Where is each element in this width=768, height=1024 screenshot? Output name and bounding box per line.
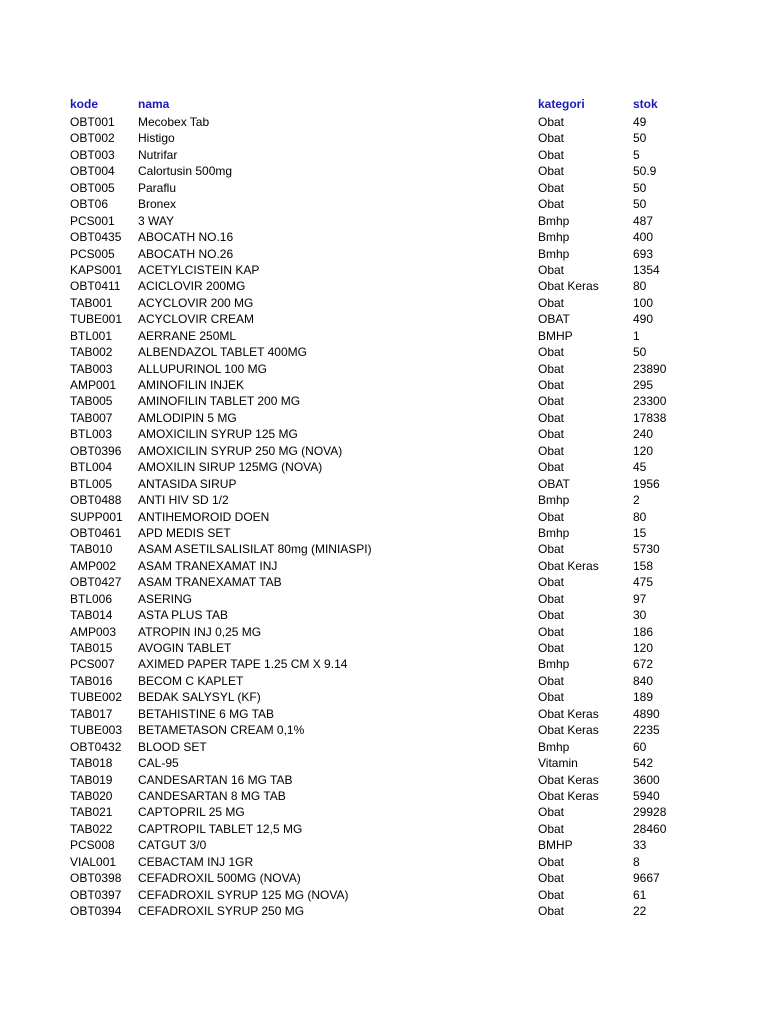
table-row	[70, 229, 710, 245]
table-row	[70, 443, 710, 459]
cell-stok: 1	[633, 328, 640, 343]
cell-nama: BLOOD SET	[138, 739, 207, 754]
cell-kode: OBT0432	[70, 739, 122, 754]
cell-nama: CAPTOPRIL 25 MG	[138, 805, 245, 820]
cell-nama: BETAMETASON CREAM 0,1%	[138, 723, 305, 738]
table-row	[70, 246, 710, 262]
table-row	[70, 755, 710, 771]
cell-stok: 50	[633, 197, 647, 212]
cell-kode: TUBE002	[70, 690, 123, 705]
table-row	[70, 541, 710, 557]
cell-kode: OBT0461	[70, 525, 122, 540]
cell-nama: AMLODIPIN 5 MG	[138, 410, 237, 425]
cell-kategori: Obat	[538, 164, 565, 179]
table-header	[70, 95, 710, 114]
cell-kode: OBT005	[70, 180, 115, 195]
cell-kode: BTL003	[70, 427, 113, 442]
cell-kategori: Obat	[538, 378, 565, 392]
table-row	[70, 130, 710, 146]
cell-nama: Histigo	[138, 131, 175, 146]
cell-nama: AVOGIN TABLET	[138, 641, 232, 655]
table-row	[70, 328, 710, 344]
cell-nama: ANTIHEMOROID DOEN	[138, 509, 270, 524]
header-kategori: kategori	[538, 97, 585, 111]
cell-kategori: Obat	[538, 131, 565, 146]
cell-stok: 23890	[633, 361, 667, 376]
cell-kategori: Obat	[538, 624, 565, 639]
cell-stok: 80	[633, 279, 647, 294]
cell-nama: ACYCLOVIR 200 MG	[138, 295, 254, 310]
cell-kategori: Obat	[538, 147, 565, 162]
cell-nama: APD MEDIS SET	[138, 525, 231, 540]
cell-kategori: Obat	[538, 608, 565, 623]
table-row	[70, 525, 710, 541]
cell-stok: 30	[633, 608, 647, 623]
cell-nama: ACICLOVIR 200MG	[138, 279, 246, 294]
cell-kode: PCS008	[70, 838, 115, 853]
cell-kategori: Obat	[538, 197, 565, 212]
table-row	[70, 361, 710, 377]
cell-kategori: Obat Keras	[538, 723, 599, 738]
cell-stok: 80	[633, 509, 647, 524]
cell-kategori: Obat	[538, 460, 565, 475]
cell-nama: ANTASIDA SIRUP	[138, 476, 237, 491]
table-row	[70, 213, 710, 229]
cell-kode: TAB015	[70, 641, 113, 655]
cell-nama: ALLUPURINOL 100 MG	[138, 361, 267, 376]
cell-nama: AERRANE 250ML	[138, 328, 237, 343]
cell-kode: TUBE001	[70, 312, 123, 327]
cell-kategori: Obat	[538, 641, 565, 655]
cell-kode: TUBE003	[70, 723, 123, 738]
cell-kode: KAPS001	[70, 262, 123, 277]
cell-nama: ANTI HIV SD 1/2	[138, 493, 229, 508]
table-row	[70, 673, 710, 689]
cell-kategori: Obat	[538, 394, 565, 409]
table-row	[70, 509, 710, 525]
cell-nama: ALBENDAZOL TABLET 400MG	[138, 345, 307, 360]
stock-table	[70, 95, 710, 919]
cell-stok: 2235	[633, 723, 660, 738]
header-nama: nama	[138, 97, 170, 111]
cell-stok: 189	[633, 690, 654, 705]
cell-kode: OBT0411	[70, 279, 121, 294]
table-row	[70, 788, 710, 804]
cell-kode: OBT0396	[70, 443, 122, 458]
cell-kategori: Obat	[538, 427, 565, 442]
cell-kode: TAB010	[70, 542, 113, 557]
cell-stok: 61	[633, 887, 647, 902]
table-row	[70, 262, 710, 278]
cell-kode: OBT0435	[70, 230, 122, 245]
cell-stok: 5940	[633, 788, 660, 803]
cell-kategori: OBAT	[538, 312, 570, 327]
cell-kategori: Obat	[538, 854, 565, 869]
cell-kode: TAB017	[70, 706, 113, 721]
cell-kategori: Bmhp	[538, 213, 570, 228]
cell-kode: AMP003	[70, 624, 117, 639]
cell-stok: 8	[633, 854, 640, 869]
cell-kode: TAB007	[70, 410, 113, 425]
cell-nama: ASAM TRANEXAMAT TAB	[138, 575, 282, 590]
cell-stok: 3600	[633, 772, 660, 787]
cell-kode: OBT002	[70, 131, 115, 146]
cell-kategori: Bmhp	[538, 230, 570, 245]
cell-nama: CAPTROPIL TABLET 12,5 MG	[138, 821, 303, 836]
cell-kode: TAB022	[70, 821, 113, 836]
cell-stok: 45	[633, 460, 647, 475]
table-row	[70, 344, 710, 360]
cell-kategori: BMHP	[538, 328, 573, 343]
cell-nama: CAL-95	[138, 756, 179, 771]
cell-nama: ABOCATH NO.16	[138, 230, 234, 245]
cell-stok: 28460	[633, 821, 667, 836]
cell-nama: ASERING	[138, 591, 193, 606]
cell-stok: 23300	[633, 394, 667, 409]
cell-kategori: Obat	[538, 361, 565, 376]
cell-stok: 186	[633, 624, 654, 639]
cell-kode: BTL005	[70, 476, 113, 491]
cell-kategori: Obat	[538, 904, 565, 918]
table-row	[70, 196, 710, 212]
header-stok: stok	[633, 97, 658, 111]
cell-nama: CANDESARTAN 16 MG TAB	[138, 772, 293, 787]
cell-nama: CEBACTAM INJ 1GR	[138, 854, 254, 869]
cell-stok: 22	[633, 904, 647, 918]
cell-nama: AMOXICILIN SYRUP 250 MG (NOVA)	[138, 443, 343, 458]
table-row	[70, 311, 710, 327]
table-row	[70, 558, 710, 574]
cell-stok: 60	[633, 739, 647, 754]
cell-kategori: Bmhp	[538, 246, 570, 261]
cell-stok: 1354	[633, 262, 660, 277]
cell-kode: TAB001	[70, 295, 113, 310]
cell-kategori: Bmhp	[538, 525, 570, 540]
cell-nama: ABOCATH NO.26	[138, 246, 234, 261]
cell-stok: 17838	[633, 410, 667, 425]
cell-stok: 15	[633, 525, 647, 540]
cell-kode: VIAL001	[70, 854, 117, 869]
cell-stok: 158	[633, 558, 654, 573]
table-row	[70, 459, 710, 475]
cell-nama: Paraflu	[138, 180, 177, 195]
cell-nama: CEFADROXIL SYRUP 250 MG	[138, 904, 305, 918]
cell-nama: AMINOFILIN TABLET 200 MG	[138, 394, 301, 409]
cell-stok: 50	[633, 131, 647, 146]
cell-stok: 49	[633, 115, 647, 129]
cell-kategori: Bmhp	[538, 739, 570, 754]
table-row	[70, 837, 710, 853]
cell-kode: BTL004	[70, 460, 113, 475]
cell-nama: Calortusin 500mg	[138, 164, 233, 179]
cell-kategori: Obat	[538, 673, 565, 688]
table-row	[70, 903, 710, 919]
cell-stok: 50	[633, 180, 647, 195]
table-row	[70, 887, 710, 903]
cell-stok: 100	[633, 295, 654, 310]
cell-stok: 4890	[633, 706, 660, 721]
cell-kategori: Obat Keras	[538, 788, 599, 803]
cell-nama: CANDESARTAN 8 MG TAB	[138, 788, 286, 803]
cell-kategori: Obat Keras	[538, 558, 599, 573]
cell-kategori: Obat	[538, 295, 565, 310]
cell-kode: PCS001	[70, 213, 115, 228]
table-row	[70, 574, 710, 590]
cell-nama: ATROPIN INJ 0,25 MG	[138, 624, 262, 639]
cell-kode: PCS005	[70, 246, 115, 261]
cell-nama: CATGUT 3/0	[138, 838, 207, 853]
cell-kode: TAB002	[70, 345, 113, 360]
table-row	[70, 706, 710, 722]
cell-nama: BECOM C KAPLET	[138, 673, 244, 688]
cell-kategori: Obat	[538, 115, 565, 129]
cell-stok: 2	[633, 493, 640, 508]
table-row	[70, 624, 710, 640]
cell-kategori: BMHP	[538, 838, 573, 853]
cell-nama: AMOXICILIN SYRUP 125 MG	[138, 427, 298, 442]
cell-kategori: Obat	[538, 690, 565, 705]
cell-kode: OBT001	[70, 115, 115, 129]
cell-kategori: Bmhp	[538, 657, 570, 672]
cell-nama: Mecobex Tab	[138, 115, 210, 129]
cell-kode: TAB016	[70, 673, 113, 688]
cell-nama: ACETYLCISTEIN KAP	[138, 262, 260, 277]
cell-nama: 3 WAY	[138, 213, 175, 228]
cell-stok: 672	[633, 657, 654, 672]
cell-kode: OBT06	[70, 197, 109, 212]
cell-kategori: Obat	[538, 821, 565, 836]
cell-kategori: Obat	[538, 575, 565, 590]
cell-stok: 542	[633, 756, 654, 771]
cell-kategori: Obat	[538, 591, 565, 606]
table-row	[70, 492, 710, 508]
cell-kode: OBT0394	[70, 904, 122, 918]
cell-kode: AMP001	[70, 378, 117, 392]
table-row	[70, 821, 710, 837]
cell-stok: 840	[633, 673, 654, 688]
cell-kode: TAB003	[70, 361, 113, 376]
table-row	[70, 607, 710, 623]
cell-kode: OBT0488	[70, 493, 122, 508]
table-row	[70, 656, 710, 672]
cell-nama: AMOXILIN SIRUP 125MG (NOVA)	[138, 460, 323, 475]
table-row	[70, 278, 710, 294]
cell-kode: OBT004	[70, 164, 115, 179]
cell-kategori: Obat	[538, 443, 565, 458]
table-row	[70, 739, 710, 755]
table-row	[70, 804, 710, 820]
cell-kode: OBT003	[70, 147, 115, 162]
cell-stok: 693	[633, 246, 654, 261]
table-row	[70, 870, 710, 886]
table-row	[70, 114, 710, 130]
cell-kode: OBT0427	[70, 575, 122, 590]
cell-stok: 5730	[633, 542, 660, 557]
cell-stok: 50.9	[633, 164, 657, 179]
cell-stok: 29928	[633, 805, 667, 820]
cell-stok: 120	[633, 641, 654, 655]
cell-kode: BTL001	[70, 328, 113, 343]
table-row	[70, 180, 710, 196]
cell-nama: ACYCLOVIR CREAM	[138, 312, 255, 327]
table-row	[70, 147, 710, 163]
cell-nama: BEDAK SALYSYL (KF)	[138, 690, 261, 705]
cell-kategori: OBAT	[538, 476, 570, 491]
cell-kategori: Obat Keras	[538, 706, 599, 721]
cell-nama: ASAM TRANEXAMAT INJ	[138, 558, 278, 573]
cell-stok: 490	[633, 312, 654, 327]
cell-stok: 5	[633, 147, 640, 162]
cell-kode: BTL006	[70, 591, 113, 606]
table-row	[70, 393, 710, 409]
cell-kode: TAB014	[70, 608, 113, 623]
cell-kode: TAB018	[70, 756, 113, 771]
table-row	[70, 163, 710, 179]
table-row	[70, 410, 710, 426]
cell-kategori: Bmhp	[538, 493, 570, 508]
cell-kategori: Obat	[538, 805, 565, 820]
table-row	[70, 476, 710, 492]
table-row	[70, 689, 710, 705]
cell-stok: 50	[633, 345, 647, 360]
cell-stok: 240	[633, 427, 654, 442]
cell-nama: CEFADROXIL 500MG (NOVA)	[138, 871, 301, 886]
table-row	[70, 377, 710, 393]
table-row	[70, 591, 710, 607]
cell-nama: BETAHISTINE 6 MG TAB	[138, 706, 275, 721]
cell-nama: Nutrifar	[138, 147, 178, 162]
table-row	[70, 772, 710, 788]
cell-stok: 487	[633, 213, 654, 228]
cell-kategori: Vitamin	[538, 756, 578, 771]
table-row	[70, 722, 710, 738]
cell-kode: SUPP001	[70, 509, 123, 524]
cell-kategori: Obat	[538, 180, 565, 195]
cell-kategori: Obat	[538, 887, 565, 902]
cell-kategori: Obat	[538, 410, 565, 425]
cell-nama: ASAM ASETILSALISILAT 80mg (MINIASPI)	[138, 542, 372, 557]
table-row	[70, 640, 710, 656]
cell-kode: OBT0397	[70, 887, 122, 902]
cell-stok: 475	[633, 575, 654, 590]
cell-nama: AMINOFILIN INJEK	[138, 378, 245, 392]
cell-stok: 120	[633, 443, 654, 458]
cell-stok: 400	[633, 230, 654, 245]
cell-stok: 33	[633, 838, 647, 853]
cell-kode: TAB019	[70, 772, 113, 787]
cell-stok: 1956	[633, 476, 660, 491]
cell-stok: 9667	[633, 871, 660, 886]
cell-kategori: Obat Keras	[538, 279, 599, 294]
cell-kode: OBT0398	[70, 871, 122, 886]
table-body	[70, 114, 710, 919]
cell-nama: CEFADROXIL SYRUP 125 MG (NOVA)	[138, 887, 349, 902]
cell-kategori: Obat	[538, 509, 565, 524]
table-row	[70, 295, 710, 311]
table-row	[70, 854, 710, 870]
cell-kode: TAB020	[70, 788, 113, 803]
cell-kode: TAB021	[70, 805, 113, 820]
cell-kategori: Obat	[538, 871, 565, 886]
cell-kategori: Obat	[538, 345, 565, 360]
cell-kategori: Obat Keras	[538, 772, 599, 787]
cell-stok: 295	[633, 378, 654, 392]
cell-kode: AMP002	[70, 558, 117, 573]
cell-nama: AXIMED PAPER TAPE 1.25 CM X 9.14	[138, 657, 348, 672]
cell-kategori: Obat	[538, 262, 565, 277]
cell-kode: TAB005	[70, 394, 113, 409]
cell-stok: 97	[633, 591, 647, 606]
cell-nama: ASTA PLUS TAB	[138, 608, 229, 623]
cell-nama: Bronex	[138, 197, 177, 212]
cell-kode: PCS007	[70, 657, 115, 672]
header-kode: kode	[70, 97, 99, 111]
cell-kategori: Obat	[538, 542, 565, 557]
table-row	[70, 426, 710, 442]
